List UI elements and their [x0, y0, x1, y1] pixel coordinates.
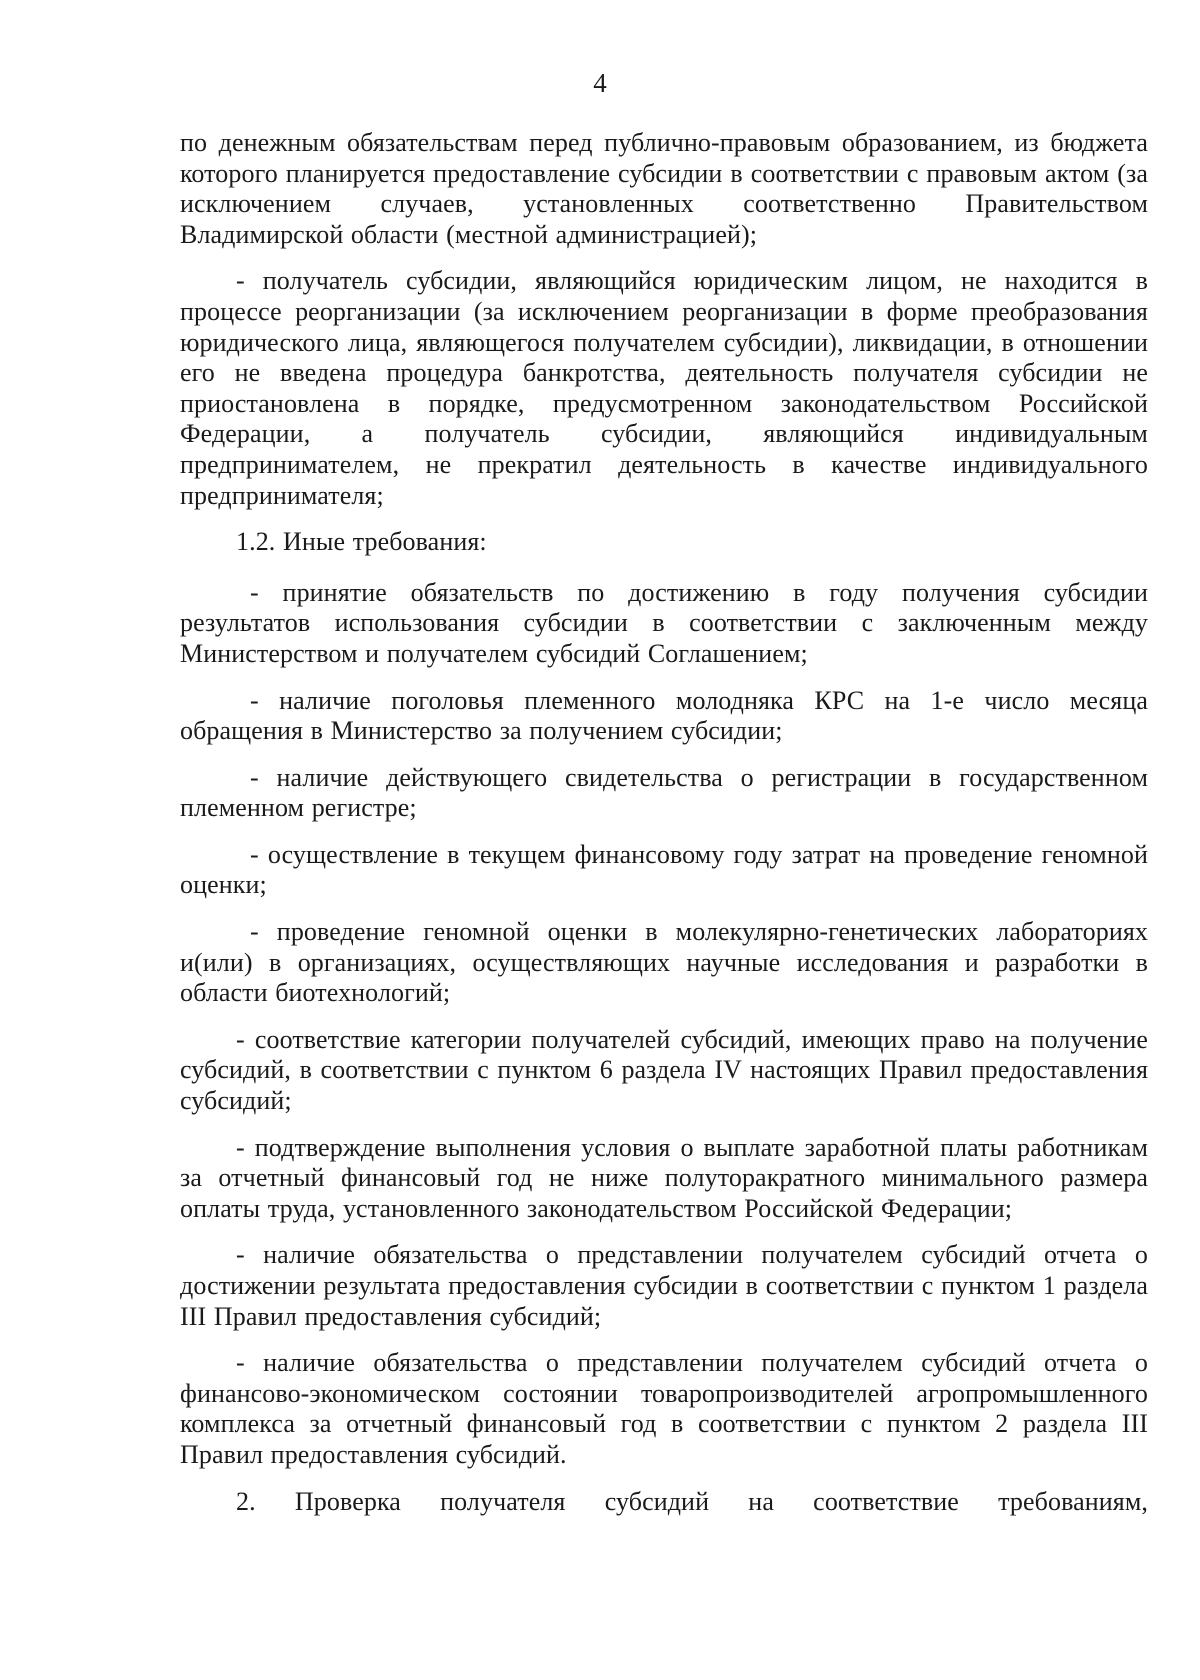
paragraph-requirement: - получатель субсидии, являющийся юридическим лицом, не находится в процессе реорганизации (за исключением реорганизации в форме преобразования юридического лица, являющегося получателем субсидии), ликвидации, в отношении его не введена процедура банкротства, деятельность получателя субсидии не приостановлена в порядке, предусмотренном законодательством Российской Федерации, а получатель субсидии, являющийся индивидуальным предпринимателем, не прекратил деятельность в качестве индивидуального предпринимателя; — [180, 266, 1148, 510]
paragraph-requirement: - соответствие категории получателей субсидий, имеющих право на получение субсидий, в соответствии с пунктом 6 раздела IV настоящих Правил предоставления субсидий; — [180, 1024, 1148, 1116]
page-number: 4 — [593, 68, 607, 98]
paragraph-requirement: - наличие действующего свидетельства о регистрации в государственном племенном регистре; — [180, 762, 1148, 823]
paragraph-requirement: - наличие поголовья племенного молодняка КРС на 1-е число месяца обращения в Министерство за получением субсидии; — [180, 685, 1148, 746]
paragraph-requirement: - проведение геномной оценки в молекулярно-генетических лабораториях и(или) в организациях, осуществляющих научные исследования и разработки в области биотехнологий; — [180, 917, 1148, 1008]
paragraph-requirement: - осуществление в текущем финансовому году затрат на проведение геномной оценки; — [180, 839, 1148, 900]
paragraph-requirement: - подтверждение выполнения условия о выплате заработной платы работникам за отчетный финансовый год не ниже полуторакратного минимального размера оплаты труда, установленного законодательством Российской Федерации; — [180, 1132, 1148, 1223]
paragraph-continuation: по денежным обязательствам перед публично-правовым образованием, из бюджета которого планируется предоставление субсидии в соответствии с правовым актом (за исключением случаев, установленных соответственно Правительством Владимирской области (местной администрацией); — [180, 128, 1148, 249]
document-body — [180, 128, 1148, 1517]
paragraph-section-2: 2. Проверка получателя субсидий на соответствие требованиям, — [236, 1486, 1148, 1516]
paragraph-requirement: - наличие обязательства о представлении получателем субсидий отчета о достижении результата предоставления субсидии в соответствии с пунктом 1 раздела III Правил предоставления субсидий; — [180, 1240, 1148, 1331]
section-heading: 1.2. Иные требования: — [236, 527, 487, 557]
paragraph-requirement: - наличие обязательства о представлении получателем субсидий отчета о финансово-экономическом состоянии товаропроизводителей агропромышленного комплекса за отчетный финансовый год в соответствии с пунктом 2 раздела III Правил предоставления субсидий. — [180, 1348, 1148, 1469]
paragraph-requirement: - принятие обязательств по достижению в году получения субсидии результатов использования субсидии в соответствии с заключенным между Министерством и получателем субсидий Соглашением; — [180, 577, 1148, 668]
